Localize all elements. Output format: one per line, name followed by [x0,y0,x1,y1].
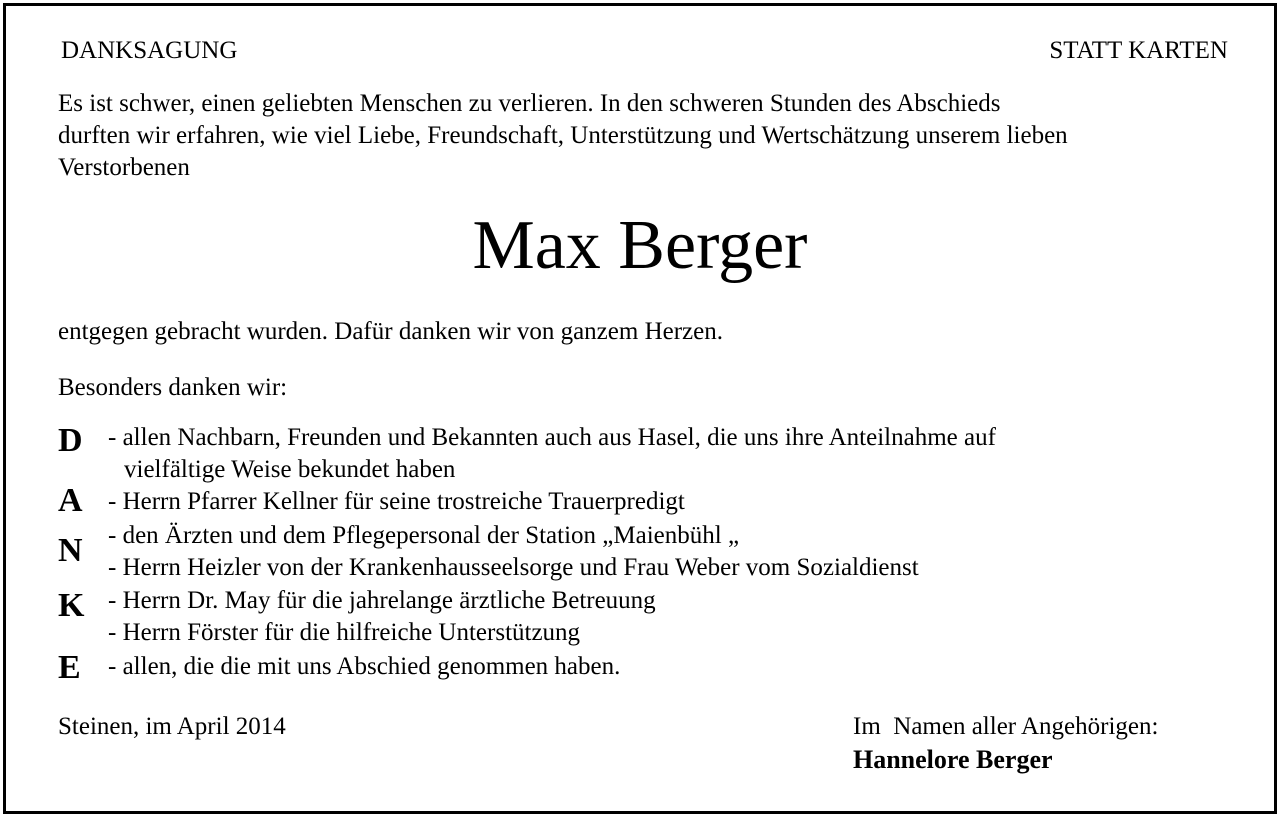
thanks-item: - allen Nachbarn, Freunden und Bekannten auch aus Hasel, die uns ihre Anteilnahme auf [108,424,996,451]
intro-line-1: Es ist schwer, einen geliebten Menschen zu verlieren. In den schweren Stunden des Abschieds [58,90,1001,117]
place-date: Steinen, im April 2014 [58,713,286,740]
thanks-item: - Herrn Pfarrer Kellner für seine trostreiche Trauerpredigt [108,488,685,515]
thanks-item: - Herrn Heizler von der Krankenhausseelsorge und Frau Weber vom Sozialdienst [108,554,919,581]
acrostic-letter-a: A [58,482,83,519]
acrostic-letter-e: E [58,649,81,686]
acrostic-letter-n: N [58,532,83,569]
after-name-text: entgegen gebracht wurden. Dafür danken wir von ganzem Herzen. [58,318,723,345]
deceased-name: Max Berger [472,207,808,284]
signatory-name: Hannelore Berger [853,745,1053,774]
thanks-item-continuation: vielfältige Weise bekundet haben [124,456,456,483]
intro-line-3: Verstorbenen [58,154,190,181]
header-right: STATT KARTEN [1049,37,1228,64]
thanks-item: - allen, die die mit uns Abschied genommen haben. [108,653,621,680]
on-behalf-text: Im Namen aller Angehörigen: [853,713,1159,740]
intro-line-2: durften wir erfahren, wie viel Liebe, Freundschaft, Unterstützung und Wertschätzung unserem lieben [58,122,1068,149]
thanks-item: - Herrn Dr. May für die jahrelange ärztliche Betreuung [108,587,656,614]
acrostic-letter-k: K [58,587,85,624]
thanks-item: - Herrn Förster für die hilfreiche Unterstützung [108,619,581,646]
notice-frame [3,3,1277,814]
acrostic-letter-d: D [58,422,83,459]
header-left: DANKSAGUNG [61,37,238,64]
thanks-item: - den Ärzten und dem Pflegepersonal der Station „Maienbühl „ [108,522,740,549]
special-thanks-intro: Besonders danken wir: [58,374,288,401]
